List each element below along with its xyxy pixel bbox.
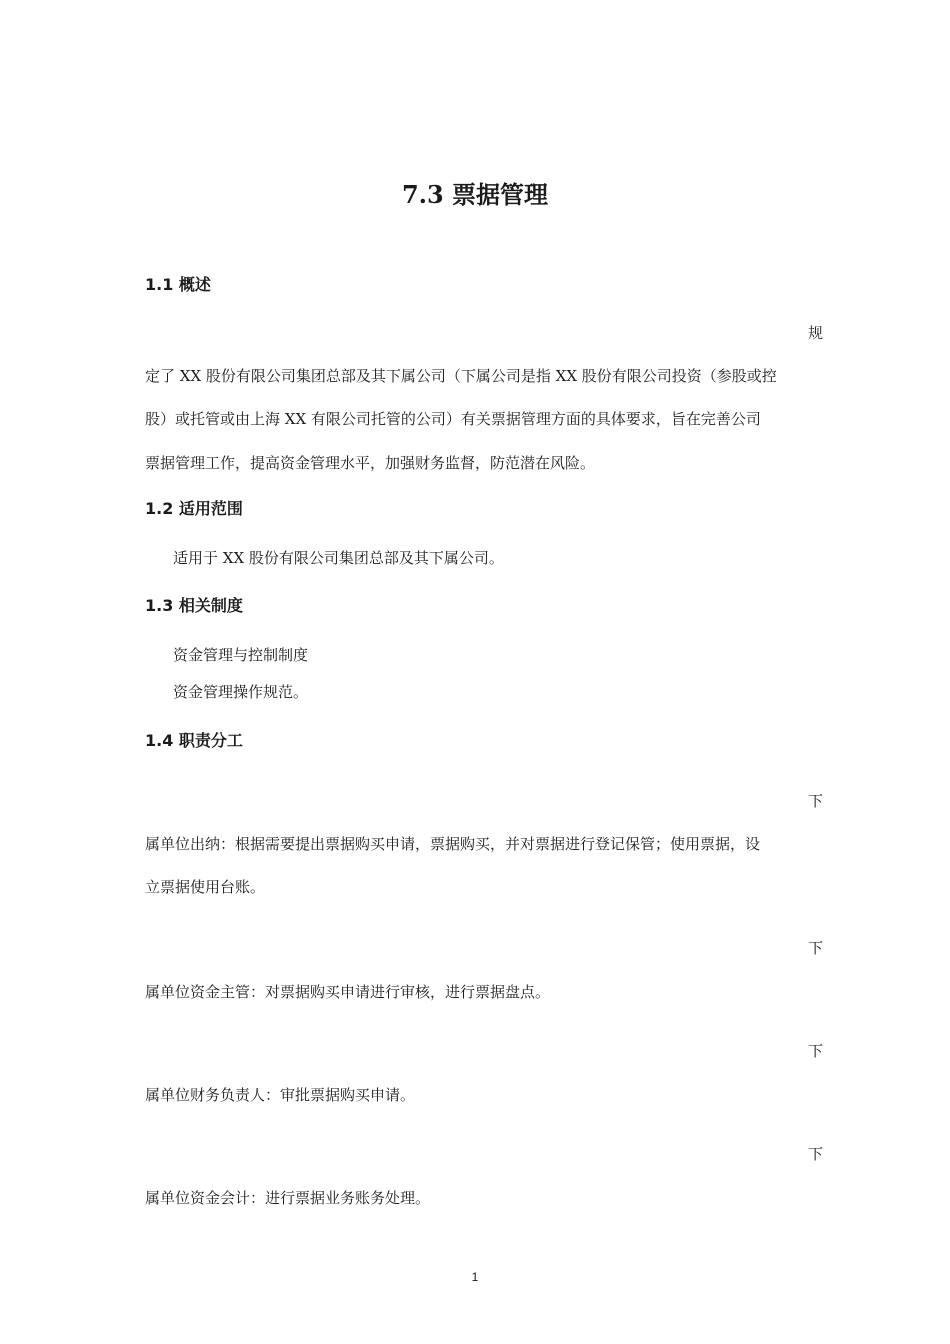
duty-3-line-1: 属单位财务负责人：审批票据购买申请。 xyxy=(145,1086,416,1104)
duty-1-line-1: 属单位出纳：根据需要提出票据购买申请，票据购买，并对票据进行登记保管；使用票据，设 xyxy=(145,835,761,853)
duty-2-line-1: 属单位资金主管：对票据购买申请进行审核，进行票据盘点。 xyxy=(145,983,551,1001)
heading-scope: 1.2 适用范围 xyxy=(145,499,243,518)
heading-related: 1.3 相关制度 xyxy=(145,596,243,615)
overview-line-3: 票据管理工作，提高资金管理水平，加强财务监督，防范潜在风险。 xyxy=(145,454,596,472)
related-item-2: 资金管理操作规范。 xyxy=(173,683,309,701)
page-number: 1 xyxy=(471,1270,479,1284)
overview-fragment: 规 xyxy=(808,324,824,342)
duty-3-fragment: 下 xyxy=(808,1042,824,1060)
heading-overview: 1.1 概述 xyxy=(145,275,211,294)
duty-1-line-2: 立票据使用台账。 xyxy=(145,878,266,896)
duty-4-fragment: 下 xyxy=(808,1145,824,1163)
scope-text: 适用于 XX 股份有限公司集团总部及其下属公司。 xyxy=(173,549,504,567)
overview-line-2: 股）或托管或由上海 XX 有限公司托管的公司）有关票据管理方面的具体要求，旨在完善公司 xyxy=(145,410,761,428)
heading-duties: 1.4 职责分工 xyxy=(145,731,243,750)
duty-4-line-1: 属单位资金会计：进行票据业务账务处理。 xyxy=(145,1189,431,1207)
related-item-1: 资金管理与控制制度 xyxy=(173,646,309,664)
duty-1-fragment: 下 xyxy=(808,792,824,810)
overview-line-1: 定了 XX 股份有限公司集团总部及其下属公司（下属公司是指 XX 股份有限公司投资（参股或控 xyxy=(145,367,777,385)
page-title: 7.3 票据管理 xyxy=(401,180,549,209)
duty-2-fragment: 下 xyxy=(808,939,824,957)
